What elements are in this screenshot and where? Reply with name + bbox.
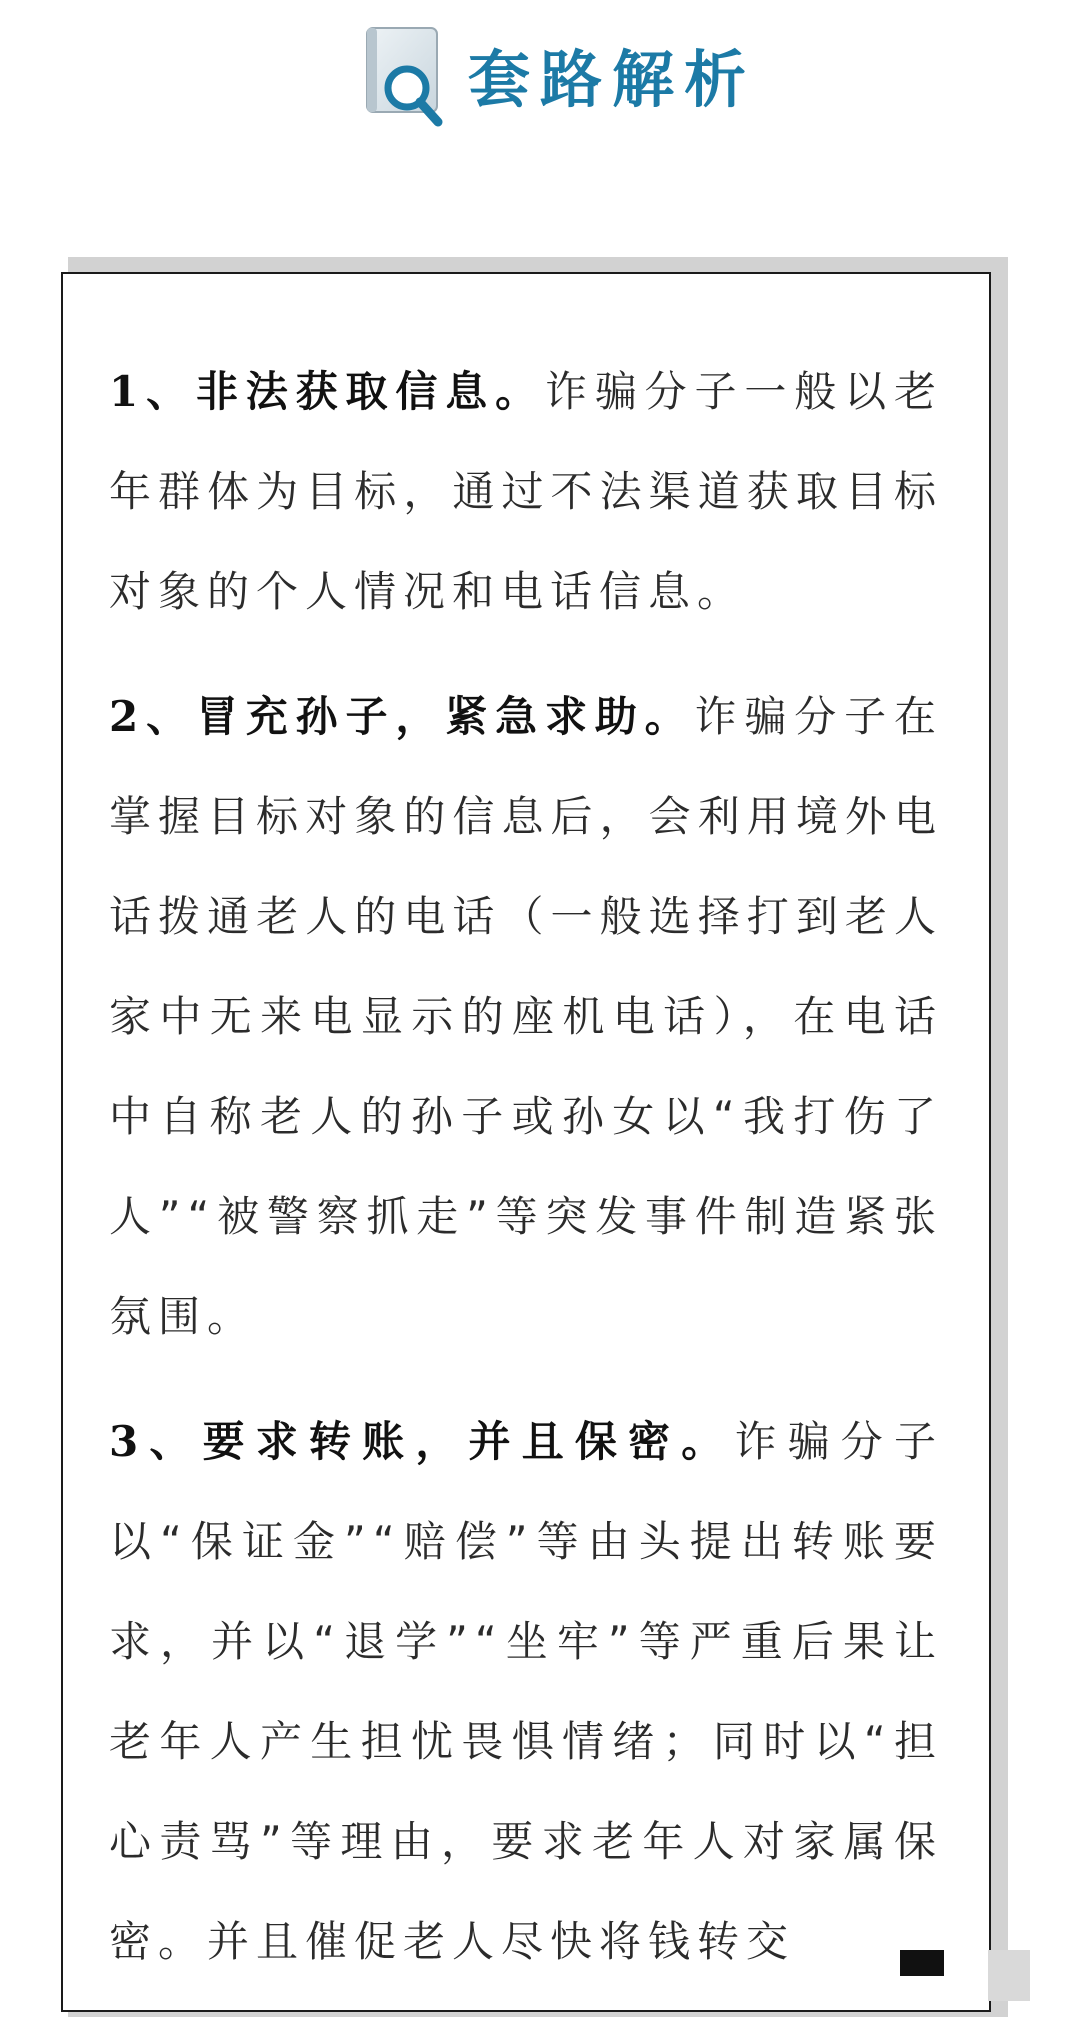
paragraph-3-heading: 、要求转账，并且保密。 bbox=[145, 1417, 735, 1466]
magnifier-document-icon bbox=[363, 22, 449, 130]
paragraph-3-body: 诈骗分子以“保证金”“赔偿”等由头提出转账要求，并以“退学”“坐牢”等严重后果让老年人产生担忧畏惧情绪；同时以“担心责骂”等理由，要求老年人对家属保密。并且催促老人尽快将钱转交 bbox=[109, 1417, 943, 1966]
paragraph-1-lead bbox=[109, 367, 545, 416]
paragraph-1-heading: 、非法获取信息。 bbox=[145, 367, 545, 416]
paragraph-2 bbox=[109, 667, 943, 1367]
paragraph-3-lead bbox=[109, 1417, 734, 1466]
page-title: 套路解析 bbox=[468, 43, 757, 116]
corner-mark-light bbox=[988, 1950, 1030, 2001]
paragraph-2-body: 诈骗分子在掌握目标对象的信息后，会利用境外电话拨通老人的电话（一般选择打到老人家中无来电显示的座机电话），在电话中自称老人的孙子或孙女以“我打伤了人”“被警察抓走”等突发事件制造紧张氛围。 bbox=[109, 692, 943, 1341]
card-content bbox=[109, 342, 943, 2017]
paragraph-3 bbox=[109, 1392, 943, 1992]
paragraph-1 bbox=[109, 342, 943, 642]
paragraph-1-body: 诈骗分子一般以老年群体为目标，通过不法渠道获取目标对象的个人情况和电话信息。 bbox=[109, 367, 943, 616]
content-card bbox=[61, 272, 991, 2012]
paragraph-3-number: 3 bbox=[109, 1417, 146, 1466]
section-header bbox=[0, 0, 1080, 160]
paragraph-2-lead bbox=[109, 692, 695, 741]
corner-mark-dark bbox=[900, 1950, 944, 1976]
paragraph-1-number: 1 bbox=[109, 367, 146, 416]
paragraph-2-heading: 、冒充孙子，紧急求助。 bbox=[145, 692, 695, 741]
paragraph-2-number: 2 bbox=[109, 692, 146, 741]
